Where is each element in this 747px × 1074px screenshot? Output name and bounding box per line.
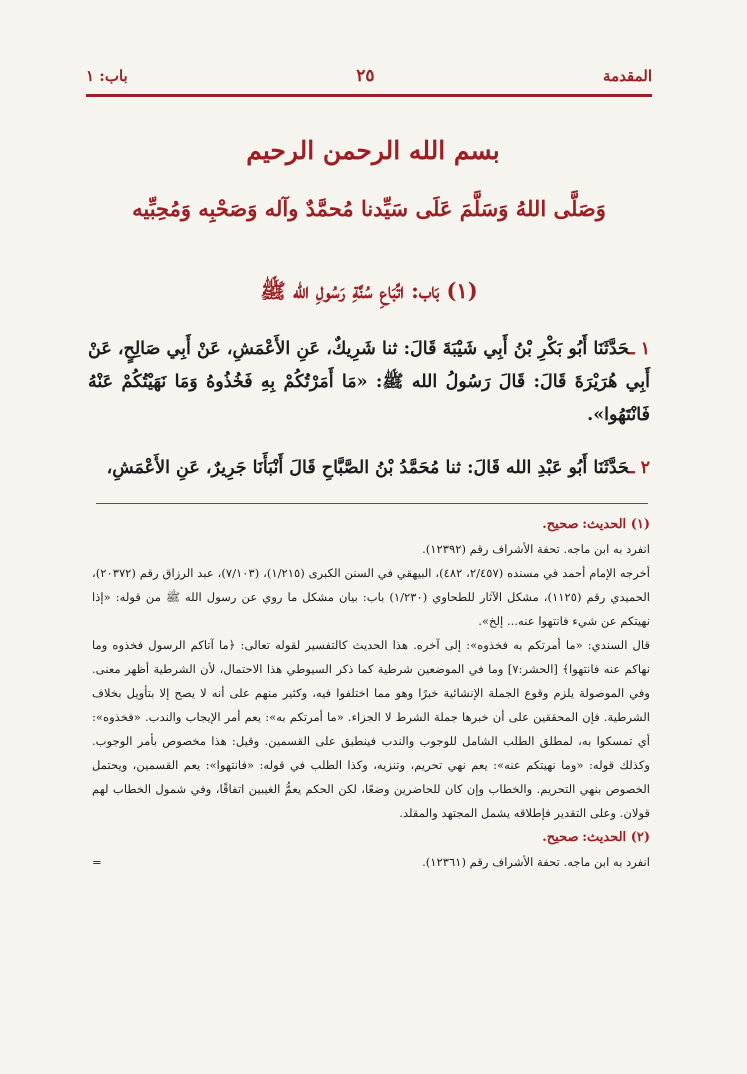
note-label: (١) الحديث: [582,517,650,532]
hadith-1 [88,333,650,432]
footnote-2-text: انفرد به ابن ماجه. تحفة الأشراف رقم (١٢٣٦١). [422,855,650,869]
hadith-2 [88,452,650,485]
footnote-1-para-1: انفرد به ابن ماجه. تحفة الأشراف رقم (١٢٣٩٢). [422,542,650,556]
hadith-number: ١ ـ [629,339,650,359]
continuation-mark: = [92,855,102,869]
chapter-title: (١) بَاب: اتِّبَاعِ سُنَّةِ رَسُولِ الله ﷺ [260,278,478,303]
footnote-1-heading [92,512,650,537]
note-grade: صحيح. [542,830,579,845]
footnote-1-para-2: أخرجه الإمام أحمد في مسنده (٢/٤٥٧، ٤٨٢)، البيهقي في السنن الكبرى (١/٢١٥)، (٧/١٠٣)، عبد الرزاق رقم (٢٠٣٧٢)، الحميدي رقم (١١٢٥)، مشكل الآثار للطحاوي (١/٢٣٠) باب: بيان مشكل ما روي عن رسول الله ﷺ من قوله: «إذا نهيتكم عن شيء فانتهوا عنه... إلخ». [92,566,650,628]
basmala-calligraphy: بسم الله الرحمن الرحيم [246,136,500,165]
footnote-1-para-3: قال السندي: «ما أمرتكم به فخذوه»: إلى آخره. هذا الحديث كالتفسير لقوله تعالى: ﴿ما آتاكم الرسول فخذوه وما نهاكم عنه فانتهوا﴾ [الحشر:٧] وما في الموضعين شرطية كما ذكر السيوطي هذا الاحتمال، لأن الشرطية أظهر معنى. وفي الموصولة يلزم وقوع الجملة الإنشائية خبرًا وهو مما اختلفوا فيه، وكثير منهم على أنه لا يصح إلا بتأويل بخلاف الشرطية. فإن المحققين على أن خبرها جملة الشرط لا الجزاء. «ما أمرتكم به»: يعم أمر الإيجاب والندب. «فخذوه»: أي تمسكوا به، لمطلق الطلب الشامل للوجوب والندب فينطبق على القسمين. وقيل: هذا مخصوص بأمر الوجوب. وكذلك قوله: «وما نهيتكم عنه»: يعم نهي تحريم، وتنزيه، وكذا الطلب في قوله: «فانتهوا»: يعم القسمين، ويحتمل الخصوص بنهي التحريم. والخطاب وإن كان للحاضرين وضعًا، لكن الحكم يعمُّ الغيبين اتفاقًا، وفي شمول الخطاب لهم قولان. وعلى التقدير فإطلاقه يشمل المجتهد والمقلد. [92,638,650,820]
chapter-reference: باب: ١ [86,67,128,85]
note-grade: صحيح. [542,517,579,532]
footnotes [92,512,650,874]
header-rule [86,94,652,97]
section-title: المقدمة [603,67,652,85]
page-header [86,62,652,90]
hadith-number: ٢ ـ [629,458,650,478]
invocation-line: وَصَلَّى اللهُ وَسَلَّمَ عَلَى سَيِّدنا مُحمَّدٌ وآله وَصَحْبِه وَمُحِبِّيه [132,196,606,221]
footnote-separator [96,503,648,504]
hadith-text: حَدَّثَنَا أَبُو عَبْدِ الله قَالَ: ثنا مُحَمَّدُ بْنُ الصَّبَّاحِ قَالَ أَنْبَأَنَا جَرِيرٌ، عَنِ الأَعْمَشِ، [106,458,630,478]
footnote-2-heading [92,825,650,850]
note-label: (٢) الحديث: [582,830,650,845]
page-number: ٢٥ [356,66,375,86]
footnote-2-para-1 [92,850,650,874]
hadith-text: حَدَّثَنَا أَبُو بَكْرِ بْنُ أَبِي شَيْبَةَ قَالَ: ثنا شَرِيكٌ، عَنِ الأَعْمَشِ، عَنْ أَبِي صَالِحٍ، عَنْ أَبِي هُرَيْرَةَ قَالَ: قَالَ رَسُولُ الله ﷺ: «مَا أَمَرْتُكُمْ بِهِ فَخُذُوهُ وَمَا نَهَيْتُكُمْ عَنْهُ فَانْتَهُوا». [88,339,650,425]
